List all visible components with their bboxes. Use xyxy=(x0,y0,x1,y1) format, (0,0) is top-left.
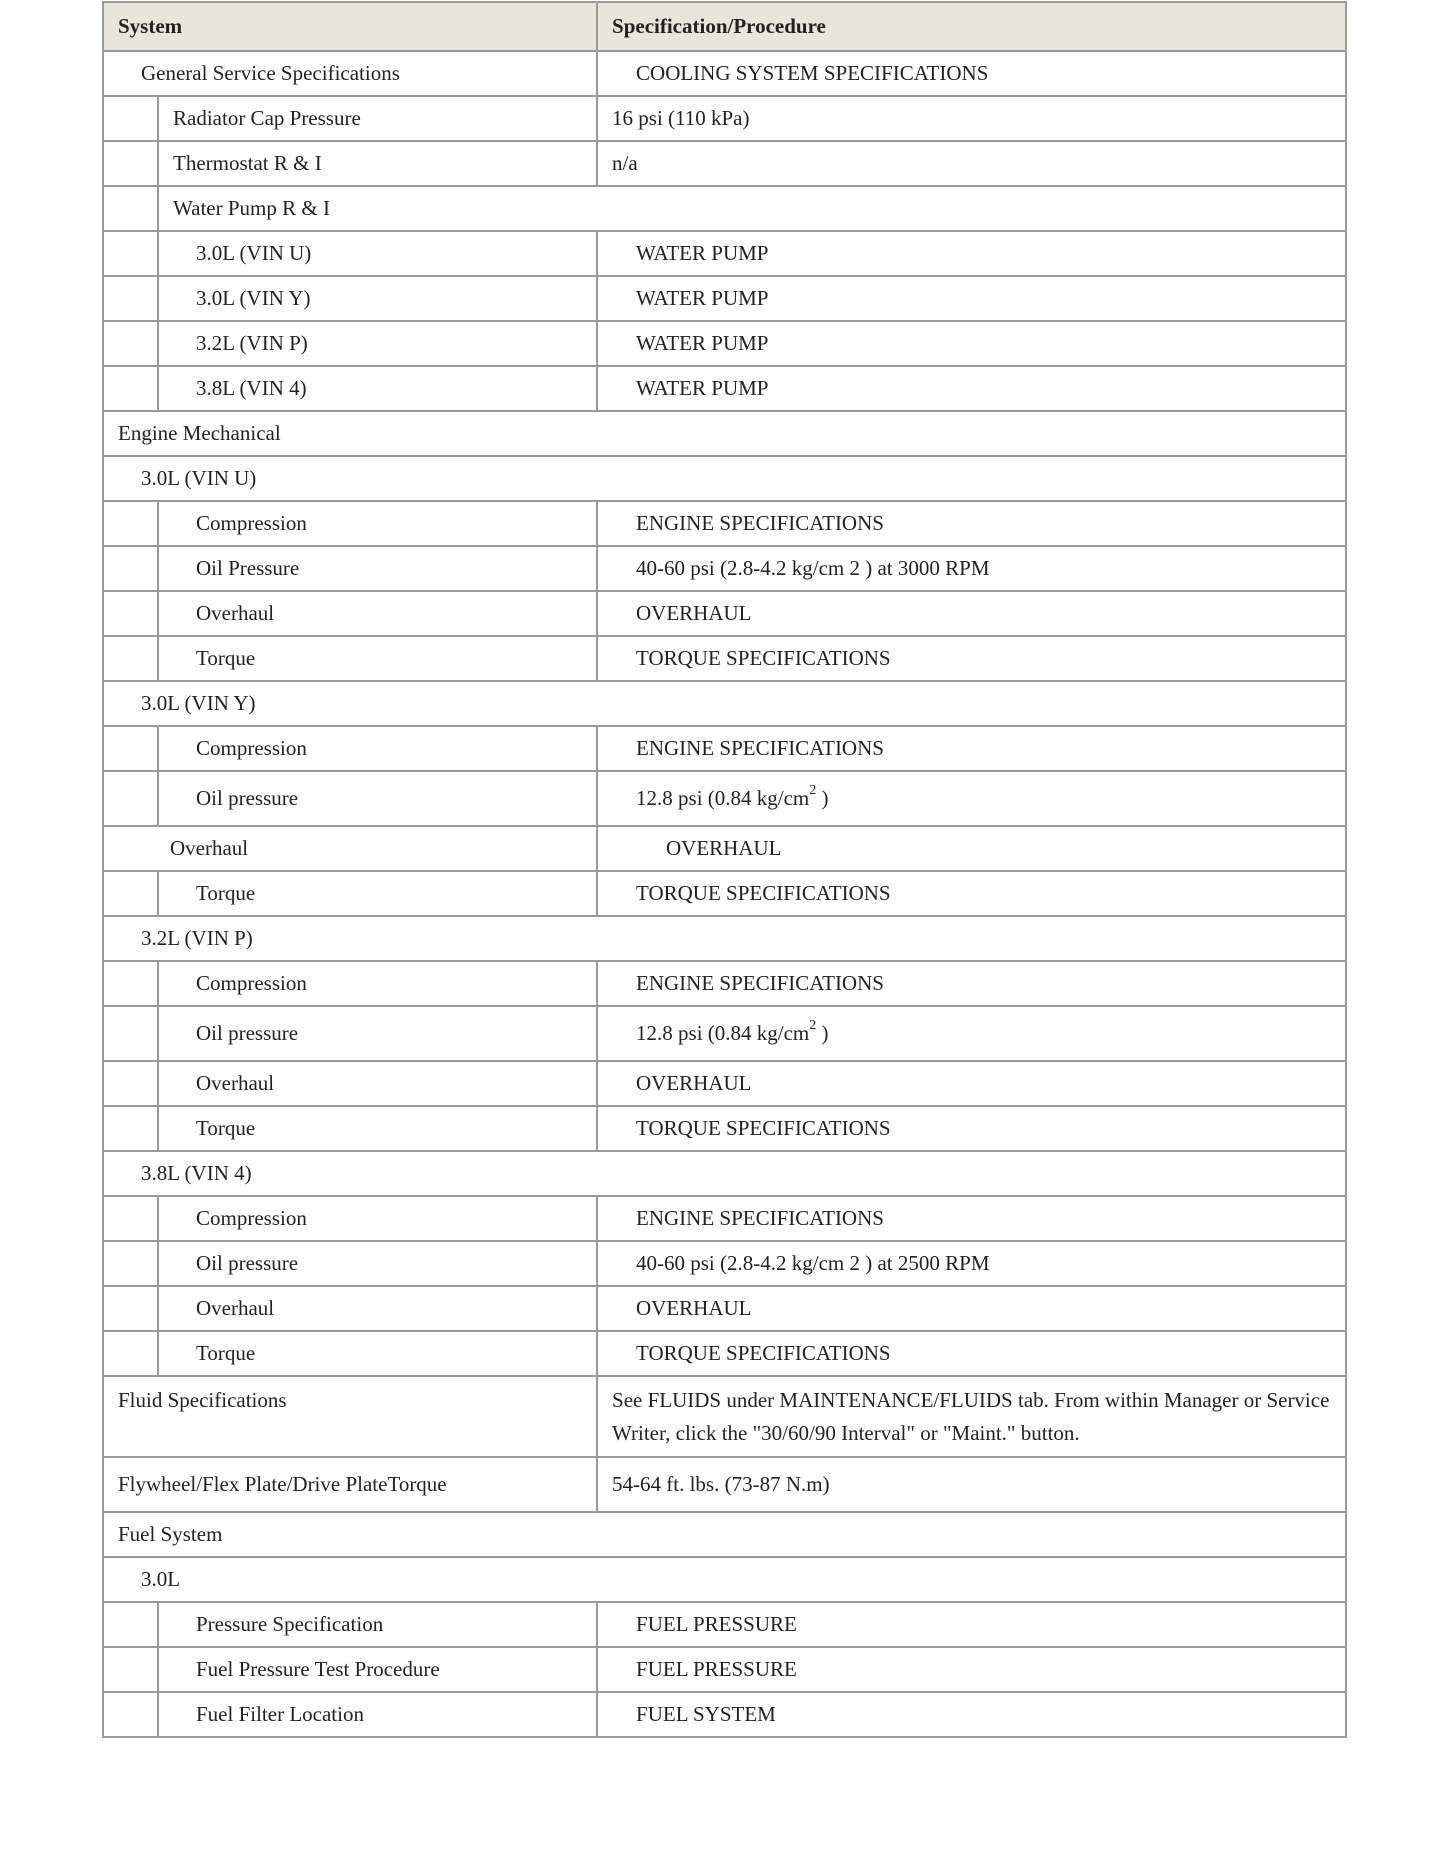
value-text: ) xyxy=(816,786,829,810)
table-row xyxy=(103,366,1346,411)
spec-link[interactable]: FUEL PRESSURE xyxy=(597,1602,1346,1647)
row-label: 3.8L (VIN 4) xyxy=(158,366,597,411)
table-row xyxy=(103,1376,1346,1457)
table-row xyxy=(103,141,1346,186)
indent-cell xyxy=(103,96,158,141)
row-label: Pressure Specification xyxy=(158,1602,597,1647)
row-label: Oil pressure xyxy=(158,1006,597,1061)
spec-value: 16 psi (110 kPa) xyxy=(597,96,1346,141)
row-label: Compression xyxy=(158,726,597,771)
indent-cell xyxy=(103,366,158,411)
superscript: 2 xyxy=(809,783,817,798)
subsection-heading: 3.0L (VIN U) xyxy=(103,456,1346,501)
row-label: Torque xyxy=(158,636,597,681)
row-label: General Service Specifications xyxy=(103,51,597,96)
table-row xyxy=(103,276,1346,321)
indent-cell xyxy=(103,546,158,591)
table-row xyxy=(103,456,1346,501)
row-label: Compression xyxy=(158,1196,597,1241)
spec-value: n/a xyxy=(597,141,1346,186)
row-label: Overhaul xyxy=(158,1286,597,1331)
subsection-heading: 3.0L (VIN Y) xyxy=(103,681,1346,726)
table-row xyxy=(103,1512,1346,1557)
row-label: Oil pressure xyxy=(158,771,597,826)
row-label: Overhaul xyxy=(158,591,597,636)
indent-cell xyxy=(103,1602,158,1647)
table-header-row xyxy=(103,2,1346,51)
indent-cell xyxy=(103,726,158,771)
indent-cell xyxy=(103,591,158,636)
table-row xyxy=(103,771,1346,826)
indent-cell xyxy=(103,1647,158,1692)
table-row xyxy=(103,871,1346,916)
table-row xyxy=(103,1151,1346,1196)
table-row xyxy=(103,231,1346,276)
table-row xyxy=(103,96,1346,141)
spec-link[interactable]: WATER PUMP xyxy=(597,366,1346,411)
indent-cell xyxy=(103,1286,158,1331)
subsection-heading: 3.0L xyxy=(103,1557,1346,1602)
row-label: Compression xyxy=(158,501,597,546)
table-row xyxy=(103,961,1346,1006)
table-row xyxy=(103,591,1346,636)
row-label: Oil Pressure xyxy=(158,546,597,591)
row-label: 3.0L (VIN Y) xyxy=(158,276,597,321)
subsection-heading: 3.2L (VIN P) xyxy=(103,916,1346,961)
table-row xyxy=(103,1692,1346,1737)
section-heading: Engine Mechanical xyxy=(103,411,1346,456)
row-label: Torque xyxy=(158,1106,597,1151)
row-label: Fuel Pressure Test Procedure xyxy=(158,1647,597,1692)
table-row xyxy=(103,411,1346,456)
spec-link[interactable]: TORQUE SPECIFICATIONS xyxy=(597,1106,1346,1151)
spec-value: 40-60 psi (2.8-4.2 kg/cm 2 ) at 2500 RPM xyxy=(597,1241,1346,1286)
row-label: Flywheel/Flex Plate/Drive PlateTorque xyxy=(103,1457,597,1512)
table-row xyxy=(103,1061,1346,1106)
spec-link[interactable]: OVERHAUL xyxy=(597,1286,1346,1331)
spec-link[interactable]: TORQUE SPECIFICATIONS xyxy=(597,871,1346,916)
indent-cell xyxy=(103,1061,158,1106)
row-label: 3.2L (VIN P) xyxy=(158,321,597,366)
row-label: Radiator Cap Pressure xyxy=(158,96,597,141)
indent-cell xyxy=(103,1331,158,1376)
indent-cell xyxy=(103,771,158,826)
spec-value: See FLUIDS under MAINTENANCE/FLUIDS tab. From within Manager or Service Writer, click the "30/60/90 Interval" or "Maint." button. xyxy=(597,1376,1346,1457)
table-row xyxy=(103,1647,1346,1692)
indent-cell xyxy=(103,141,158,186)
spec-link[interactable]: ENGINE SPECIFICATIONS xyxy=(597,1196,1346,1241)
row-label: Fuel Filter Location xyxy=(158,1692,597,1737)
value-text: 12.8 psi (0.84 kg/cm xyxy=(636,786,810,810)
row-label: Fluid Specifications xyxy=(103,1376,597,1457)
spec-link[interactable]: ENGINE SPECIFICATIONS xyxy=(597,726,1346,771)
table-row xyxy=(103,681,1346,726)
table-row xyxy=(103,51,1346,96)
table-row xyxy=(103,1006,1346,1061)
spec-link[interactable]: OVERHAUL xyxy=(597,1061,1346,1106)
row-label: Thermostat R & I xyxy=(158,141,597,186)
spec-value xyxy=(597,1006,1346,1061)
column-header-spec: Specification/Procedure xyxy=(597,2,1346,51)
table-row xyxy=(103,1196,1346,1241)
spec-link[interactable]: ENGINE SPECIFICATIONS xyxy=(597,501,1346,546)
row-label: Water Pump R & I xyxy=(158,186,1346,231)
spec-link[interactable]: FUEL PRESSURE xyxy=(597,1647,1346,1692)
table-row xyxy=(103,501,1346,546)
indent-cell xyxy=(103,1241,158,1286)
indent-cell xyxy=(103,321,158,366)
table-row xyxy=(103,1331,1346,1376)
row-label: Oil pressure xyxy=(158,1241,597,1286)
spec-link[interactable]: FUEL SYSTEM xyxy=(597,1692,1346,1737)
indent-cell xyxy=(103,1106,158,1151)
indent-cell xyxy=(103,1196,158,1241)
spec-link[interactable]: TORQUE SPECIFICATIONS xyxy=(597,636,1346,681)
spec-value: 54-64 ft. lbs. (73-87 N.m) xyxy=(597,1457,1346,1512)
subsection-heading: 3.8L (VIN 4) xyxy=(103,1151,1346,1196)
indent-cell xyxy=(103,501,158,546)
spec-link[interactable]: TORQUE SPECIFICATIONS xyxy=(597,1331,1346,1376)
row-label: Torque xyxy=(158,871,597,916)
row-label: Compression xyxy=(158,961,597,1006)
row-label: 3.0L (VIN U) xyxy=(158,231,597,276)
table-row xyxy=(103,1106,1346,1151)
indent-cell xyxy=(103,871,158,916)
superscript: 2 xyxy=(809,1018,817,1033)
spec-link[interactable]: COOLING SYSTEM SPECIFICATIONS xyxy=(597,51,1346,96)
indent-cell xyxy=(103,276,158,321)
spec-value: 40-60 psi (2.8-4.2 kg/cm 2 ) at 3000 RPM xyxy=(597,546,1346,591)
spec-link[interactable]: WATER PUMP xyxy=(597,321,1346,366)
table-row xyxy=(103,1557,1346,1602)
column-header-system: System xyxy=(103,2,597,51)
spec-link[interactable]: WATER PUMP xyxy=(597,276,1346,321)
table-row xyxy=(103,916,1346,961)
spec-link[interactable]: WATER PUMP xyxy=(597,231,1346,276)
table-row xyxy=(103,1241,1346,1286)
table-row xyxy=(103,726,1346,771)
spec-link[interactable]: OVERHAUL xyxy=(597,826,1346,871)
table-row xyxy=(103,546,1346,591)
table-row xyxy=(103,186,1346,231)
indent-cell xyxy=(103,1006,158,1061)
spec-link[interactable]: OVERHAUL xyxy=(597,591,1346,636)
table-row xyxy=(103,1286,1346,1331)
indent-cell xyxy=(103,231,158,276)
indent-cell xyxy=(103,186,158,231)
indent-cell xyxy=(103,636,158,681)
table-row xyxy=(103,826,1346,871)
value-text: ) xyxy=(816,1021,829,1045)
row-label: Overhaul xyxy=(158,1061,597,1106)
value-text: 12.8 psi (0.84 kg/cm xyxy=(636,1021,810,1045)
row-label: Overhaul xyxy=(103,826,597,871)
table-row xyxy=(103,1602,1346,1647)
table-row xyxy=(103,321,1346,366)
spec-link[interactable]: ENGINE SPECIFICATIONS xyxy=(597,961,1346,1006)
indent-cell xyxy=(103,1692,158,1737)
spec-value xyxy=(597,771,1346,826)
table-row xyxy=(103,636,1346,681)
row-label: Torque xyxy=(158,1331,597,1376)
specifications-table xyxy=(102,1,1347,1738)
table-row xyxy=(103,1457,1346,1512)
indent-cell xyxy=(103,961,158,1006)
section-heading: Fuel System xyxy=(103,1512,1346,1557)
